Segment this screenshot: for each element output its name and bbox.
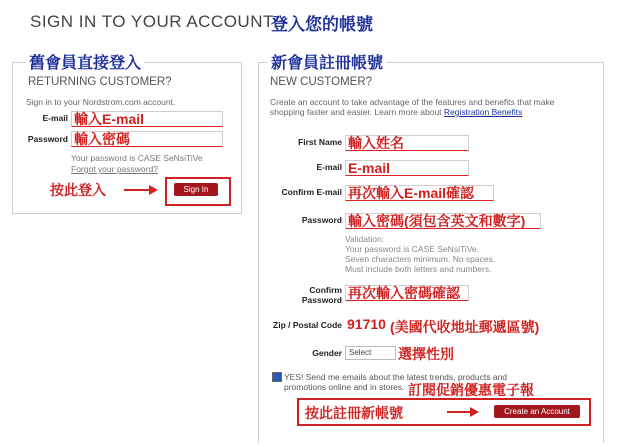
new-password-input[interactable]: 輸入密碼(須包含英文和數字) xyxy=(345,213,541,229)
promo-checkbox[interactable] xyxy=(272,372,282,382)
password-rule-0: Validation: xyxy=(345,234,385,244)
password-rule-2: Seven characters minimum. No spaces. xyxy=(345,254,496,264)
forgot-password-link[interactable]: Forgot your password? xyxy=(71,164,158,174)
confirm-password-input[interactable]: 再次輸入密碼確認 xyxy=(345,285,469,301)
gender-label: Gender xyxy=(312,348,342,358)
returning-intro: Sign in to your Nordstrom.com account. xyxy=(26,97,176,107)
zip-label: Zip / Postal Code xyxy=(273,320,342,330)
new-email-label: E-mail xyxy=(316,162,342,172)
returning-email-input[interactable]: 輸入E-mail xyxy=(71,111,223,127)
intro-text: shopping faster and easier. Learn more about xyxy=(270,107,444,117)
confirm-password-label-2: Password xyxy=(301,295,342,305)
returning-title-en: RETURNING CUSTOMER? xyxy=(28,76,172,88)
new-customer-title-zh: 新會員註冊帳號 xyxy=(268,50,386,73)
arrow-right-icon xyxy=(149,185,158,195)
gender-note: 選擇性別 xyxy=(398,346,454,362)
page-title-en: SIGN IN TO YOUR ACCOUNT xyxy=(30,12,274,31)
new-customer-intro-2 xyxy=(270,107,522,117)
new-customer-title-en: NEW CUSTOMER? xyxy=(270,76,373,88)
create-annotation: 按此註冊新帳號 xyxy=(305,405,403,421)
returning-password-input[interactable]: 輸入密碼 xyxy=(71,131,223,147)
signin-button[interactable]: Sign In xyxy=(174,183,218,196)
signin-arrow-line xyxy=(124,189,150,191)
promo-text-2: promotions online and in stores. xyxy=(284,382,405,392)
returning-title-zh: 舊會員直接登入 xyxy=(26,50,144,73)
registration-benefits-link[interactable]: Registration Benefits xyxy=(443,107,523,117)
first-name-input[interactable]: 輸入姓名 xyxy=(345,135,469,151)
confirm-email-label: Confirm E-mail xyxy=(281,187,342,197)
password-rule-3: Must include both letters and numbers. xyxy=(345,264,492,274)
gender-select[interactable]: Select xyxy=(345,346,396,360)
zip-input[interactable]: 91710 xyxy=(347,316,386,332)
confirm-password-label-1: Confirm xyxy=(309,285,342,295)
new-email-input[interactable]: E-mail xyxy=(345,160,469,176)
case-sensitive-note: Your password is CASE SeNsiTiVe xyxy=(71,153,203,163)
new-customer-intro: Create an account to take advantage of the features and benefits that make xyxy=(270,97,555,107)
returning-password-label: Password xyxy=(27,134,68,144)
new-password-label: Password xyxy=(301,215,342,225)
promo-note: 訂閱促銷優惠電子報 xyxy=(408,382,534,398)
first-name-label: First Name xyxy=(298,137,342,147)
signin-annotation: 按此登入 xyxy=(50,182,106,198)
page-title-zh: 登入您的帳號 xyxy=(271,15,373,34)
zip-note: (美國代收地址郵遞區號) xyxy=(390,319,540,335)
promo-text-1: YES! Send me emails about the latest trends, products and xyxy=(284,372,508,382)
confirm-email-input[interactable]: 再次輸入E-mail確認 xyxy=(345,185,494,201)
create-account-button[interactable]: Create an Account xyxy=(494,405,580,418)
returning-email-label: E-mail xyxy=(42,113,68,123)
password-rule-1: Your password is CASE SeNsiTiVe. xyxy=(345,244,480,254)
